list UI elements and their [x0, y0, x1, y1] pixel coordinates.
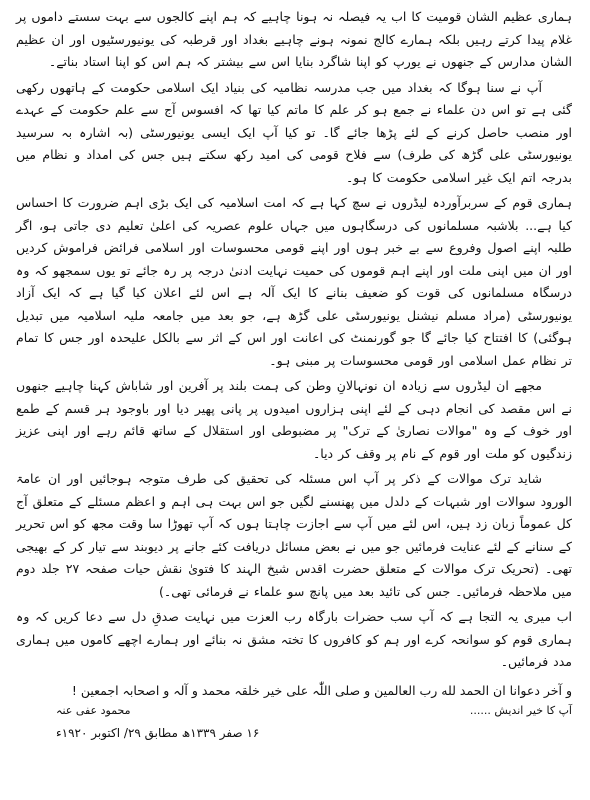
closing-prayer: و آخر دعوانا ان الحمد لله رب العالمین و صلی اللّٰہ علی خیر خلقہ محمد و آلہ و اصحابہ اجمعین !	[71, 682, 572, 698]
signature-well-wisher: آپ کا خیر اندیش ......	[469, 703, 572, 717]
paragraph-6: اب میری یہ التجا ہے کہ آپ سب حضرات بارگاہ رب العزت میں نہایت صدقِ دل سے دعا کریں کہ وہ ہماری قوم کو سوانحہ کرے اور ہم کو کافروں کا تختہ مشق نہ بنائے اور ہمارے اچھے کاموں میں ہماری مدد فرمائیں۔	[16, 609, 572, 669]
date-line: ۱۶ صفر ۱۳۳۹ھ مطابق ۲۹/ اکتوبر ۱۹۲۰ء	[56, 725, 260, 740]
paragraph-1: ہماری عظیم الشان قومیت کا اب یہ فیصلہ نہ ہونا چاہیے کہ ہم اپنے کالجوں سے بہت سستے داموں پر غلام پیدا کرتے رہیں بلکہ ہمارے کالج نمونہ ہونے چاہیے بغداد اور قرطبہ کی یونیورسٹیوں اور ان عظیم الشان مدارس کے جنھوں نے یورپ کو اپنا شاگرد بنایا اس سے بیشتر کہ ہم اس کو اپنا استاد بناتے۔	[16, 9, 572, 69]
paragraph-4: مجھے ان لیڈروں سے زیادہ ان نونہالانِ وطن کی ہمت بلند پر آفرین اور شاباش کہنا چاہیے جنھوں نے اس مقصد کی انجام دہی کے لئے اپنی ہزاروں امیدوں پر پانی پھیر دیا اور باوجود ہر قسم کے طمع اور خوف کے وہ "موالات نصاریٰ کے ترک" پر مضبوطی اور استقلال کے ساتھ قائم رہے اور اپنی عزیز زندگیوں کو ملت اور قوم کے نام پر وقف کر دیا۔	[16, 378, 572, 461]
signature-name: محمود عفی عنہ	[56, 703, 131, 717]
paragraph-3: ہماری قوم کے سربرآوردہ لیڈروں نے سچ کہا ہے کہ امت اسلامیہ کی ایک بڑی اہم ضرورت کا احساس کیا ہے... بلاشبہ مسلمانوں کی درسگاہوں میں جہاں علوم عصریہ کی اعلیٰ تعلیم دی جاتی ہو، اگر طلبہ اپنے اصول وفروع سے بے خبر ہوں اور اپنے قومی محسوسات اور اسلامی فرائض فراموش کردیں اور ان میں اپنی ملت اور اپنے اہم قوموں کی حمیت نہایت ادنیٰ درجہ پر رہ جائے تو یوں سمجھو کہ وہ درسگاہ مسلمانوں کی قوت کو ضعیف بنانے کا ایک آلہ ہے اس لئے اعلان کیا گیا ہے کہ ایک آزاد یونیورسٹی (مراد مسلم نیشنل یونیورسٹی علی گڑھ ہے، جو بعد میں جامعہ ملیہ اسلامیہ میں تبدیل ہوگئی) کا افتتاح کیا جائے گا جو گورنمنٹ کی اعانت اور اس کے اثر سے بالکل علیحدہ اور جس کا تمام تر نظام عمل اسلامی اور قومی محسوسات پر مبنی ہو۔	[16, 195, 572, 368]
paragraph-2: آپ نے سنا ہوگا کہ بغداد میں جب مدرسہ نظامیہ کی بنیاد ایک اسلامی حکومت کے ہاتھوں رکھی گئی ہے تو اس دن علماء نے جمع ہو کر علم کا ماتم کیا تھا کہ افسوس آج سے علم حکومت کے عہدے اور منصب حاصل کرنے کے لئے پڑھا جائے گا۔ تو کیا آپ ایک ایسی یونیورسٹی (بہ اشارہ بہ سرسید یونیورسٹی علی گڑھ کی طرف) سے فلاح قومی کی امید رکھ سکتے ہیں جس کی امداد و نظام میں بدرجہ اتم ایک غیر اسلامی حکومت کا ہو۔	[16, 79, 572, 185]
signature-block	[16, 702, 572, 720]
paragraph-5: شاید ترک موالات کے ذکر پر آپ اس مسئلہ کی تحقیق کی طرف متوجہ ہوجائیں اور ان عامۃ الورود سوالات اور شبہات کے دلدل میں پھنسنے لگیں جو اس بہت ہی اہم و اعظم مسئلے کے متعلق آج کل عموماً زبان زد ہیں، اس لئے میں آپ سے اجازت چاہتا ہوں کہ آپ تھوڑا سا وقت مجھ کو اس تحریر کے سنانے کے لئے عنایت فرمائیں جو میں نے بعض مسائل دریافت کئے جانے پر دیوبند سے تیار کر کے بھیجی تھی۔ (تحریک ترک موالات کے متعلق حضرت اقدس شیخ الہند کا فتویٰ نقش حیات صفحہ ۲۷ جلد دوم میں ملاحظہ فرمائیں۔ جس کی تائید بعد میں پانچ سو علماء نے فرمائی تھی۔)	[16, 471, 573, 599]
